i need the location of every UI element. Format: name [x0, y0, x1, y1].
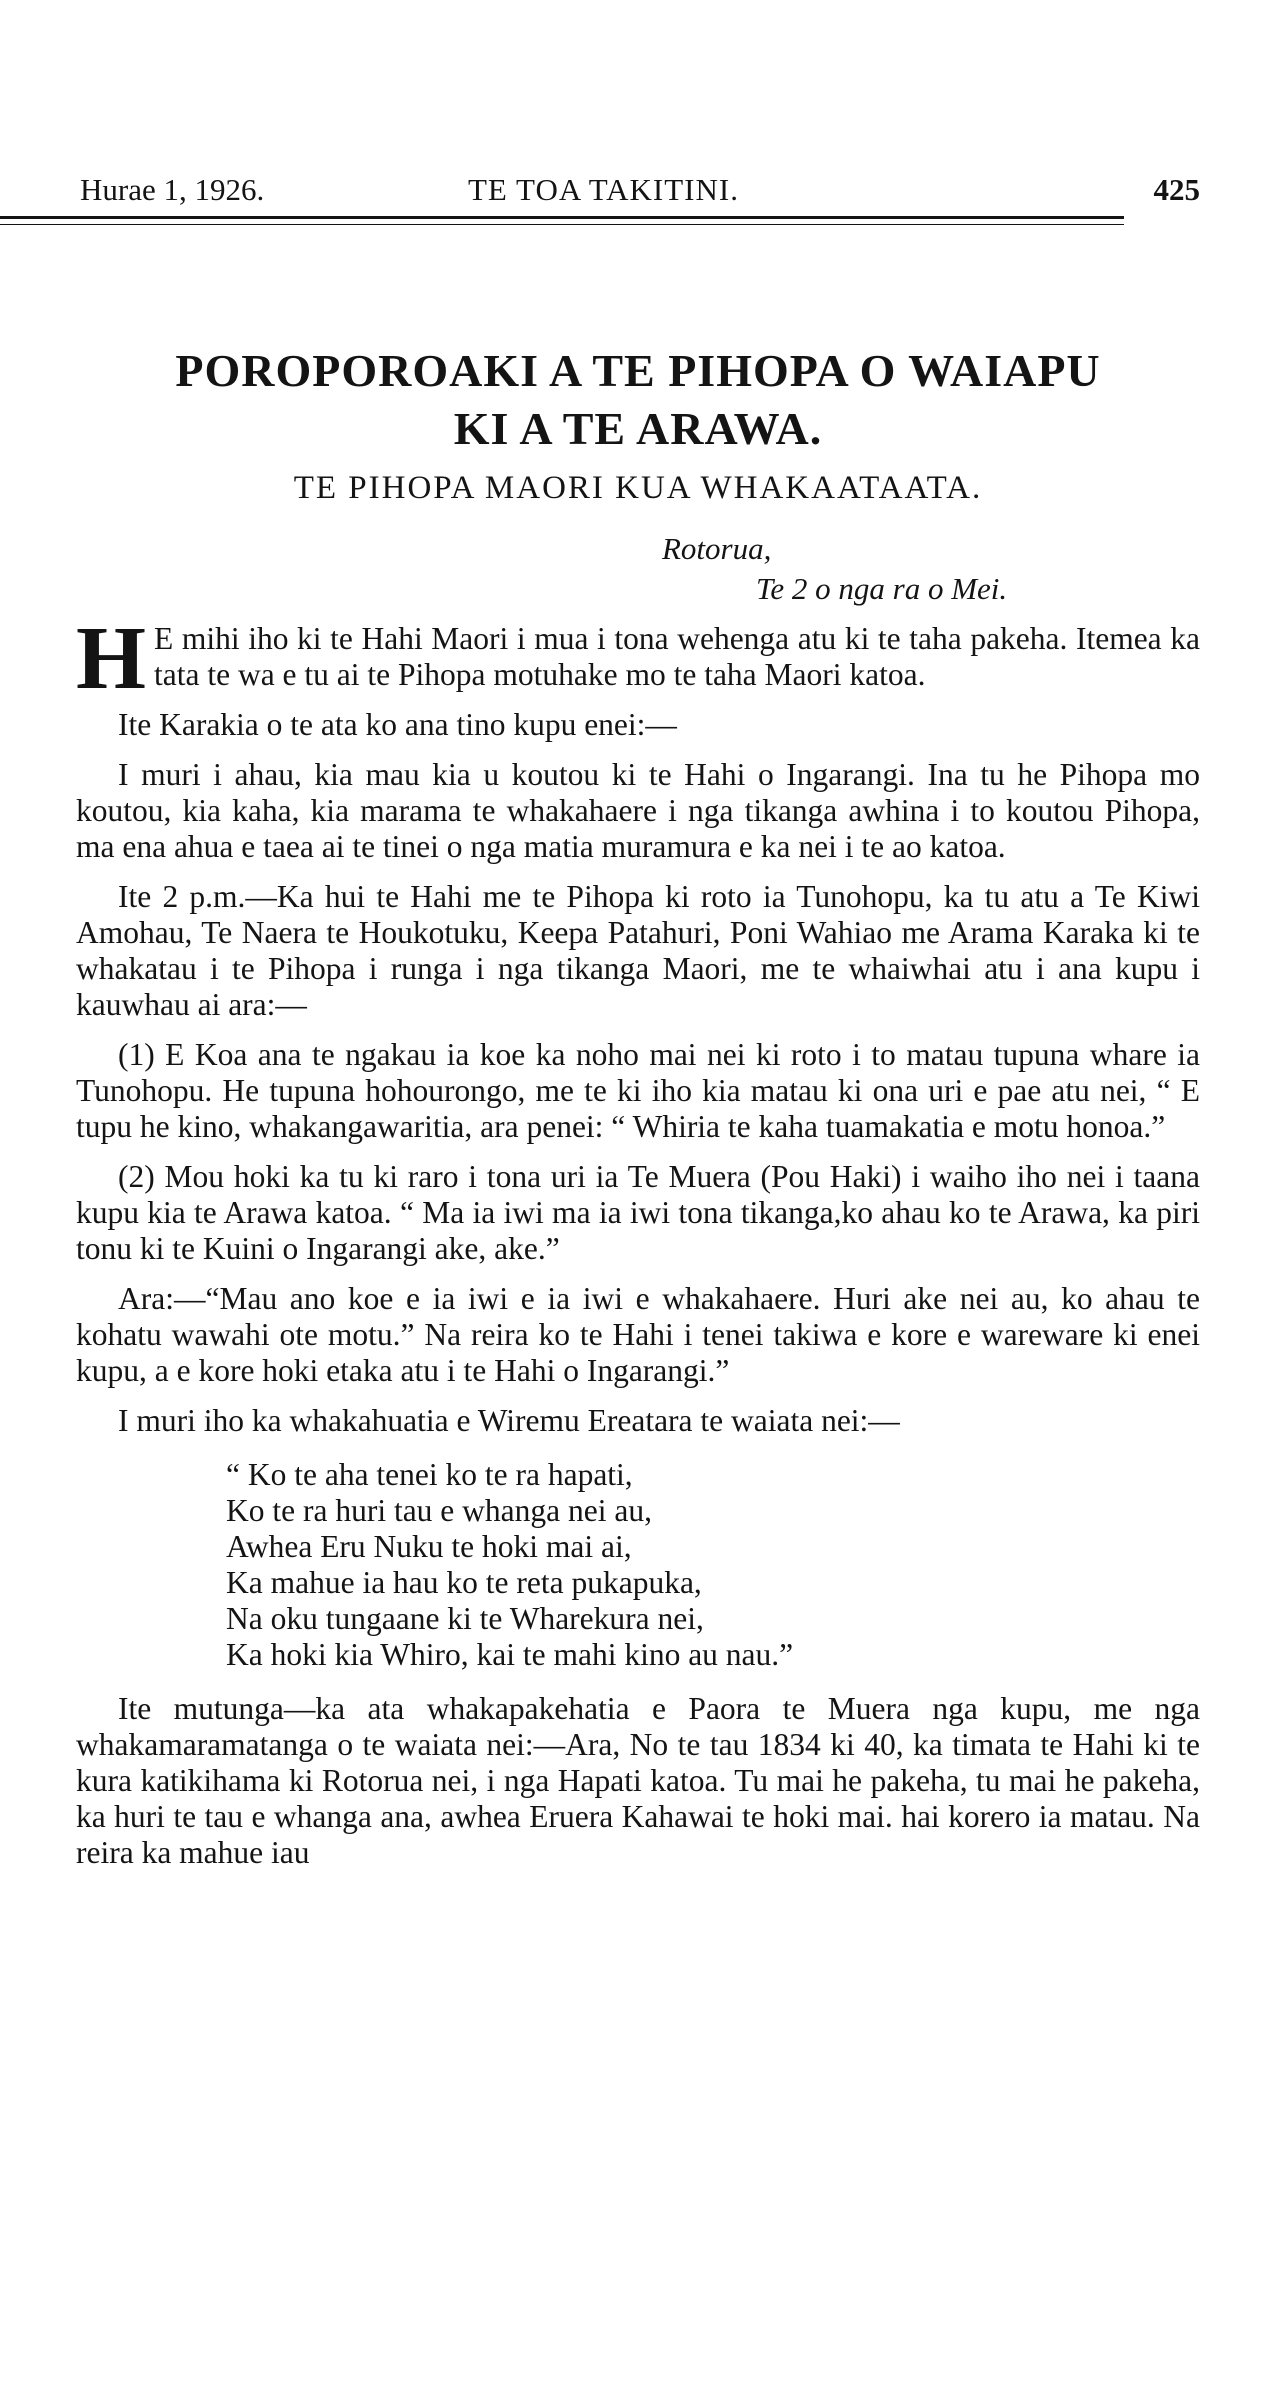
poem-line: Ko te ra huri tau e whanga nei au,	[226, 1493, 652, 1528]
newspaper-page	[76, 150, 1200, 1871]
dateline-day: Te 2 o nga ra o Mei.	[756, 571, 1008, 606]
paragraph-point-2: (2) Mou hoki ka tu ki raro i tona uri ia Te Muera (Pou Haki) i waiho iho nei i taana kupu kia te Arawa katoa. “ Ma ia iwi ma ia iwi tona tikanga,ko ahau ko te Arawa, ka piri tonu ki te Kuini o Ingarangi ake, ake.”	[76, 1159, 1200, 1266]
closing-paragraph: Ite mutunga—ka ata whakapakehatia e Paora te Muera nga kupu, me nga whakamaramatanga o te waiata nei:—Ara, No te tau 1834 ki 40, ka timata te Hahi ki te kura katikihama ki Rotorua nei, i nga Hapati katoa. Tu mai he pakeha, tu mai he pakeha, ka huri te tau e whanga ana, awhea Eruera Kahawai te hoki mai. hai korero ia matau. Na reira ka mahue iau	[76, 1691, 1200, 1870]
paragraph-ara: Ara:—“Mau ano koe e ia iwi e ia iwi e whakahaere. Huri ake nei au, ko ahau te kohatu wawahi ote motu.” Na reira ko te Hahi i tenei takiwa e kore e wareware ki enei kupu, a e kore hoki etaka atu i te Hahi o Ingarangi.”	[76, 1281, 1200, 1388]
poem-line: Awhea Eru Nuku te hoki mai ai,	[226, 1529, 632, 1564]
dateline	[76, 529, 1200, 609]
paragraph-bishop-words: I muri i ahau, kia mau kia u koutou ki te Hahi o Ingarangi. Ina tu he Pihopa mo koutou, kia kaha, kia marama te whakahaere i nga tikanga awhina i to koutou Pihopa, ma ena ahua e taea ai te tinei o nga matia muramura e ka nei i te ao katoa.	[76, 757, 1200, 864]
dateline-place: Rotorua,	[662, 531, 772, 566]
headline-line-1: POROPOROAKI A TE PIHOPA O WAIAPU	[175, 345, 1101, 396]
drop-cap: H	[76, 609, 147, 708]
poem-line: Ka mahue ia hau ko te reta pukapuka,	[226, 1565, 702, 1600]
article-subheadline: TE PIHOPA MAORI KUA WHAKAATAATA.	[293, 470, 983, 506]
publication-title: TE TOA TAKITINI.	[468, 172, 739, 207]
waiata-poem	[226, 1457, 1200, 1673]
poem-line: Ka hoki kia Whiro, kai te mahi kino au nau.”	[226, 1637, 794, 1672]
page-number: 425	[1153, 172, 1200, 207]
paragraph-2pm: Ite 2 p.m.—Ka hui te Hahi me te Pihopa ki roto ia Tunohopu, ka tu atu a Te Kiwi Amohau, Te Naera te Houkotuku, Keepa Patahuri, Poni Wahiao me Arama Karaka ki te whakatau i te Pihopa i runga i nga tikanga Maori, me te whaiwhai atu i ana kupu i kauwhau ai ara:—	[76, 879, 1200, 1022]
poem-line: Na oku tungaane ki te Wharekura nei,	[226, 1601, 704, 1636]
issue-date: Hurae 1, 1926.	[80, 172, 265, 207]
article-headline	[76, 342, 1200, 458]
running-header	[76, 150, 1200, 206]
headline-line-2: KI A TE ARAWA.	[453, 403, 823, 454]
paragraph-karakia: Ite Karakia o te ata ko ana tino kupu enei:—	[118, 707, 677, 742]
paragraph-point-1: (1) E Koa ana te ngakau ia koe ka noho mai nei ki roto i to matau tupuna whare ia Tunohopu. He tupuna hohourongo, me te ki iho kia matau ki ona uri e pae atu nei, “ E tupu he kino, whakangawaritia, ara penei: “ Whiria te kaha tuamakatia e motu honoa.”	[76, 1037, 1200, 1144]
poem-line: “ Ko te aha tenei ko te ra hapati,	[226, 1457, 633, 1492]
paragraph-waiata-intro: I muri iho ka whakahuatia e Wiremu Ereatara te waiata nei:—	[118, 1403, 900, 1438]
opening-paragraph-text: E mihi iho ki te Hahi Maori i mua i tona wehenga atu ki te taha pakeha. Itemea ka tata te wa e tu ai te Pihopa motuhake mo te taha Maori katoa.	[154, 621, 1200, 692]
opening-paragraph	[76, 609, 1200, 708]
